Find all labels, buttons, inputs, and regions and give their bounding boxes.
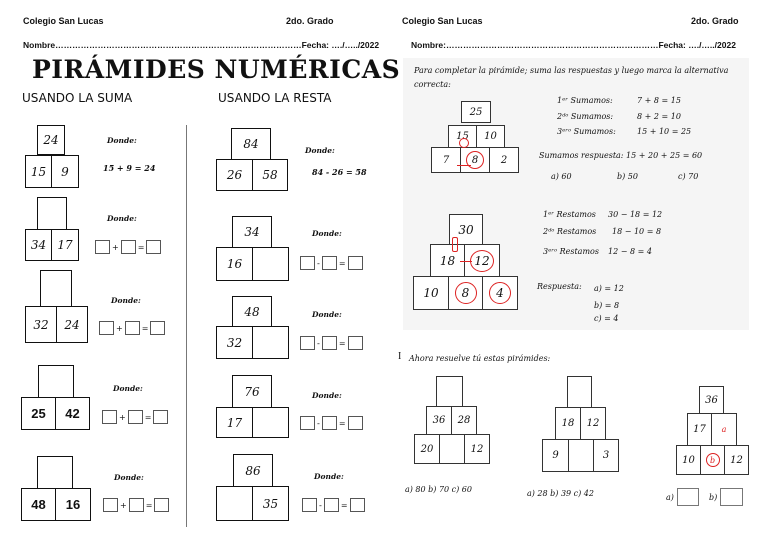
donde-label: Donde: bbox=[312, 391, 342, 400]
ex2-step-1-label: 1ᵉʳ Restamos bbox=[543, 210, 596, 219]
sub2-top: 34 bbox=[232, 216, 272, 248]
instruction-line-1: Para completar la pirámide; suma las respuestas y luego marca la alternativa bbox=[414, 66, 729, 75]
sub4-left: 17 bbox=[216, 407, 253, 438]
sub3-right[interactable] bbox=[252, 326, 289, 359]
roman-numeral: I bbox=[398, 351, 402, 362]
donde-label: Donde: bbox=[111, 296, 141, 305]
answer-box[interactable] bbox=[300, 256, 315, 270]
sum4-top[interactable] bbox=[38, 365, 74, 398]
answer-box[interactable] bbox=[129, 498, 144, 512]
p1-bot-right: 12 bbox=[464, 434, 490, 464]
sub5-top: 86 bbox=[233, 454, 273, 487]
p3-mid-right[interactable] bbox=[711, 413, 737, 446]
answer-box[interactable] bbox=[146, 240, 161, 254]
ex1-mid-right: 10 bbox=[476, 125, 505, 148]
answer-box[interactable] bbox=[99, 321, 114, 335]
ex2-bot-mid bbox=[448, 276, 483, 310]
worksheet-title: PIRÁMIDES NUMÉRICAS bbox=[32, 55, 401, 84]
sub3-top: 48 bbox=[232, 296, 272, 327]
donde-label: Donde: bbox=[305, 146, 335, 155]
equals-sign: = bbox=[137, 242, 145, 252]
sub1-left: 26 bbox=[216, 159, 253, 191]
p3-bot-right: 12 bbox=[724, 445, 749, 475]
ex1-top: 25 bbox=[461, 101, 491, 123]
answer-box[interactable] bbox=[324, 498, 339, 512]
ex1-option-c[interactable]: c) 70 bbox=[678, 172, 699, 181]
p3-bot-mid[interactable] bbox=[700, 445, 725, 475]
donde-label: Donde: bbox=[314, 472, 344, 481]
sub5-right: 35 bbox=[252, 486, 289, 521]
equals-sign: = bbox=[144, 412, 152, 422]
sub2-right[interactable] bbox=[252, 247, 289, 281]
p2-bot-right: 3 bbox=[593, 439, 619, 472]
equals-sign: = bbox=[145, 500, 153, 510]
sum1-right: 9 bbox=[51, 155, 79, 188]
p2-bot-left: 9 bbox=[542, 439, 569, 472]
ex1-step-1-op: 7 + 8 = 15 bbox=[637, 96, 681, 105]
ex2-answer-label: Respuesta: bbox=[537, 282, 582, 291]
p1-mid-left: 36 bbox=[426, 406, 452, 435]
resolve-instruction: Ahora resuelve tú estas pirámides: bbox=[409, 354, 551, 363]
ex2-step-1-op: 30 − 18 = 12 bbox=[608, 210, 663, 219]
right-name-line: Nombre:…………………………………………………………………Fecha: …./…../2022 bbox=[411, 40, 736, 50]
answer-box[interactable] bbox=[348, 416, 363, 430]
ex2-option-a[interactable]: a) = 12 bbox=[594, 284, 624, 293]
answer-box[interactable] bbox=[102, 410, 117, 424]
ex1-step-3-label: 3ᵉʳᵒ Sumamos: bbox=[557, 127, 616, 136]
sum2-equation bbox=[95, 240, 161, 254]
donde-label: Donde: bbox=[113, 384, 143, 393]
answer-box[interactable] bbox=[128, 410, 143, 424]
sub2-equation bbox=[300, 256, 363, 270]
ex1-option-b[interactable]: b) 50 bbox=[617, 172, 638, 181]
plus-sign: + bbox=[116, 323, 123, 333]
equals-sign: = bbox=[141, 323, 149, 333]
ex1-bot-mid bbox=[460, 147, 490, 173]
left-grade: 2do. Grado bbox=[286, 16, 334, 26]
p1-bot-left: 20 bbox=[414, 434, 440, 464]
ex2-step-3-label: 3ᵉʳᵒ Restamos bbox=[543, 247, 599, 256]
donde-label: Donde: bbox=[107, 136, 137, 145]
plus-sign: + bbox=[120, 500, 127, 510]
answer-box[interactable] bbox=[121, 240, 136, 254]
sum5-left: 48 bbox=[21, 488, 56, 521]
ex1-option-a[interactable]: a) 60 bbox=[551, 172, 572, 181]
ex1-red-arrow-line bbox=[457, 165, 471, 166]
answer-box[interactable] bbox=[322, 336, 337, 350]
p3-top: 36 bbox=[699, 386, 724, 414]
p3-bot-left: 10 bbox=[676, 445, 701, 475]
sum1-top: 24 bbox=[37, 125, 65, 155]
ex2-circled-value: 12 bbox=[470, 250, 494, 272]
ex1-mid-left: 15 bbox=[448, 125, 477, 148]
p1-bot-mid[interactable] bbox=[439, 434, 465, 464]
ex2-red-arrow-line bbox=[460, 261, 472, 262]
ex1-step-1-label: 1ᵉʳ Sumamos: bbox=[557, 96, 613, 105]
left-name-line: Nombre……………………………………………………………………………Fecha: …./…../2022 bbox=[23, 40, 380, 50]
sum4-right: 42 bbox=[55, 397, 90, 430]
sum4-equation bbox=[102, 410, 168, 424]
right-grade: 2do. Grado bbox=[691, 16, 739, 26]
right-school-name: Colegio San Lucas bbox=[402, 16, 483, 26]
answer-box[interactable] bbox=[154, 498, 169, 512]
sub5-equation bbox=[302, 498, 365, 512]
left-school-name: Colegio San Lucas bbox=[23, 16, 104, 26]
donde-label: Donde: bbox=[312, 229, 342, 238]
p3-mark-a: a bbox=[721, 425, 727, 434]
answer-box[interactable] bbox=[150, 321, 165, 335]
sum5-right: 16 bbox=[55, 488, 91, 521]
minus-sign: - bbox=[317, 258, 320, 268]
sub4-equation bbox=[300, 416, 363, 430]
p3-option-b-label: b) bbox=[709, 493, 718, 502]
equals-sign: = bbox=[338, 418, 346, 428]
equals-sign: = bbox=[338, 338, 346, 348]
ex2-circled-value: 4 bbox=[489, 282, 511, 304]
p2-top[interactable] bbox=[567, 376, 592, 408]
plus-sign: + bbox=[112, 242, 119, 252]
instruction-line-2: correcta: bbox=[414, 80, 451, 89]
sub1-right: 58 bbox=[252, 159, 288, 191]
answer-box[interactable] bbox=[348, 336, 363, 350]
ex2-step-2-label: 2ᵈᵒ Restamos bbox=[543, 227, 597, 236]
ex2-top: 30 bbox=[449, 214, 483, 245]
minus-sign: - bbox=[319, 500, 322, 510]
sum4-left: 25 bbox=[21, 397, 56, 430]
p1-options[interactable]: a) 80 b) 70 c) 60 bbox=[405, 485, 472, 494]
ex2-step-3-op: 12 − 8 = 4 bbox=[608, 247, 652, 256]
ex1-step-2-label: 2ᵈᵒ Sumamos: bbox=[557, 112, 614, 121]
sum3-equation bbox=[99, 321, 165, 335]
ex1-bot-right: 2 bbox=[489, 147, 519, 173]
ex1-step-2-op: 8 + 2 = 10 bbox=[637, 112, 681, 121]
sum1-left: 15 bbox=[25, 155, 52, 188]
answer-box[interactable] bbox=[348, 256, 363, 270]
sum3-top[interactable] bbox=[40, 270, 72, 307]
ex1-step-3-op: 15 + 10 = 25 bbox=[637, 127, 692, 136]
sub5-left[interactable] bbox=[216, 486, 253, 521]
p3-answer-box-b[interactable] bbox=[720, 488, 743, 506]
sub3-equation bbox=[300, 336, 363, 350]
ex1-red-arrow-mark bbox=[459, 138, 469, 148]
sum2-top[interactable] bbox=[37, 197, 67, 230]
p3-mid-left: 17 bbox=[687, 413, 712, 446]
ex1-bot-left: 7 bbox=[431, 147, 461, 173]
answer-box[interactable] bbox=[103, 498, 118, 512]
ex2-mid-left: 18 bbox=[430, 244, 465, 277]
minus-sign: - bbox=[317, 338, 320, 348]
equals-sign: = bbox=[340, 500, 348, 510]
ex2-circled-value: 8 bbox=[455, 282, 477, 304]
p2-options[interactable]: a) 28 b) 39 c) 42 bbox=[527, 489, 594, 498]
sub4-top: 76 bbox=[232, 375, 272, 408]
sum5-top[interactable] bbox=[37, 456, 73, 489]
p3-mark-b: b bbox=[706, 453, 720, 467]
answer-box[interactable] bbox=[153, 410, 168, 424]
sub4-right[interactable] bbox=[252, 407, 289, 438]
subtitle-sub: USANDO LA RESTA bbox=[218, 91, 332, 105]
sub2-left: 16 bbox=[216, 247, 253, 281]
ex2-option-b[interactable]: b) = 8 bbox=[594, 301, 620, 310]
p2-mid-right: 12 bbox=[580, 407, 606, 440]
p2-mid-left: 18 bbox=[555, 407, 581, 440]
sum5-equation bbox=[103, 498, 169, 512]
sum3-left: 32 bbox=[25, 306, 57, 343]
subtitle-sum: USANDO LA SUMA bbox=[22, 91, 133, 105]
sub1-example: 84 - 26 = 58 bbox=[312, 167, 367, 177]
p3-option-a-label: a) bbox=[666, 493, 674, 502]
donde-label: Donde: bbox=[312, 310, 342, 319]
ex2-option-c[interactable]: c) = 4 bbox=[594, 314, 619, 323]
ex2-bot-right bbox=[482, 276, 518, 310]
ex2-bot-left: 10 bbox=[413, 276, 449, 310]
ex1-answer-line: Sumamos respuesta: 15 + 20 + 25 = 60 bbox=[539, 151, 703, 160]
sum3-right: 24 bbox=[56, 306, 88, 343]
answer-box[interactable] bbox=[322, 256, 337, 270]
answer-box[interactable] bbox=[302, 498, 317, 512]
ex2-red-arrow-mark bbox=[452, 237, 458, 252]
minus-sign: - bbox=[317, 418, 320, 428]
sum2-right: 17 bbox=[51, 229, 79, 261]
sub1-top: 84 bbox=[231, 128, 271, 160]
answer-box[interactable] bbox=[300, 336, 315, 350]
p2-bot-mid[interactable] bbox=[568, 439, 594, 472]
sum1-example: 15 + 9 = 24 bbox=[103, 163, 156, 173]
answer-box[interactable] bbox=[125, 321, 140, 335]
answer-box[interactable] bbox=[300, 416, 315, 430]
answer-box[interactable] bbox=[95, 240, 110, 254]
sub3-left: 32 bbox=[216, 326, 253, 359]
donde-label: Donde: bbox=[107, 214, 137, 223]
answer-box[interactable] bbox=[322, 416, 337, 430]
sum2-left: 34 bbox=[25, 229, 52, 261]
ex1-circled-value: 8 bbox=[466, 151, 484, 169]
ex2-step-2-op: 18 − 10 = 8 bbox=[612, 227, 662, 236]
plus-sign: + bbox=[119, 412, 126, 422]
donde-label: Donde: bbox=[114, 473, 144, 482]
column-divider bbox=[186, 125, 187, 527]
p3-answer-box-a[interactable] bbox=[677, 488, 699, 506]
equals-sign: = bbox=[338, 258, 346, 268]
p1-mid-right: 28 bbox=[451, 406, 477, 435]
p1-top[interactable] bbox=[436, 376, 463, 407]
answer-box[interactable] bbox=[350, 498, 365, 512]
